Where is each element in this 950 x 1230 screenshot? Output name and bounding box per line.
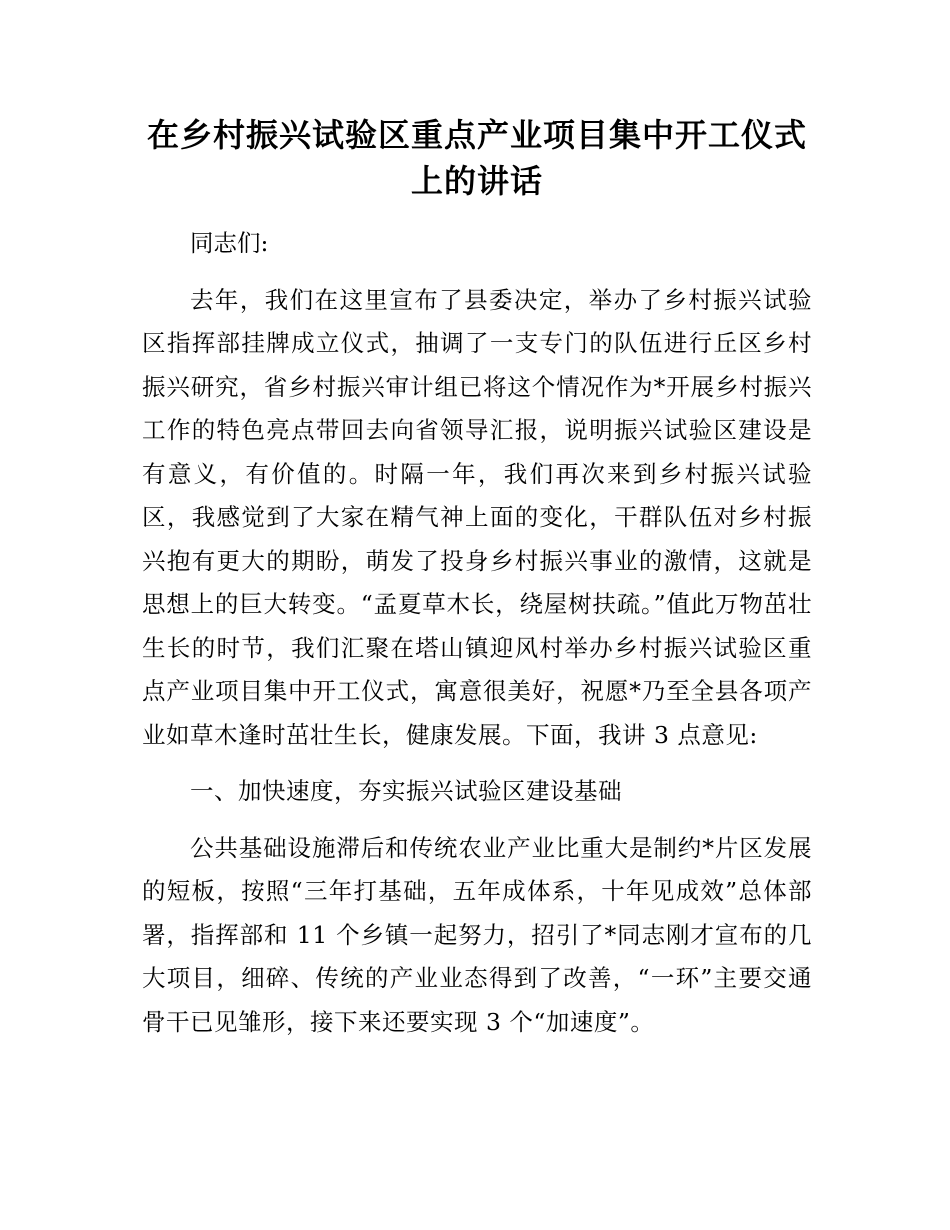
body-paragraph: 公共基础设施滞后和传统农业产业比重大是制约*片区发展的短板，按照“三年打基础，五年成体系，十年见成效”总体部署，指挥部和 11 个乡镇一起努力，招引了*同志刚才宣布的几大项目，细碎、传统的产业业态得到了改善，“一环”主要交通骨干已见雏形，接下来还要实现 3 个“加速度”。 bbox=[142, 833, 812, 1036]
document-page bbox=[142, 112, 812, 1044]
salutation: 同志们: bbox=[190, 229, 269, 257]
document-title: 在乡村振兴试验区重点产业项目集中开工仪式上的讲话 bbox=[146, 116, 807, 200]
section-heading: 一、加快速度，夯实振兴试验区建设基础 bbox=[190, 777, 622, 805]
body-paragraph: 去年，我们在这里宣布了县委决定，举办了乡村振兴试验区指挥部挂牌成立仪式，抽调了一支专门的队伍进行丘区乡村振兴研究，省乡村振兴审计组已将这个情况作为*开展乡村振兴工作的特色亮点带回去向省领导汇报，说明振兴试验区建设是有意义，有价值的。时隔一年，我们再次来到乡村振兴试验区，我感觉到了大家在精气神上面的变化，干群队伍对乡村振兴抱有更大的期盼，萌发了投身乡村振兴事业的激情，这就是思想上的巨大转变。“孟夏草木长，绕屋树扶疏。”值此万物茁壮生长的时节，我们汇聚在塔山镇迎风村举办乡村振兴试验区重点产业项目集中开工仪式，寓意很美好，祝愿*乃至全县各项产业如草木逢时茁壮生长，健康发展。下面，我讲 3 点意见: bbox=[142, 285, 812, 749]
